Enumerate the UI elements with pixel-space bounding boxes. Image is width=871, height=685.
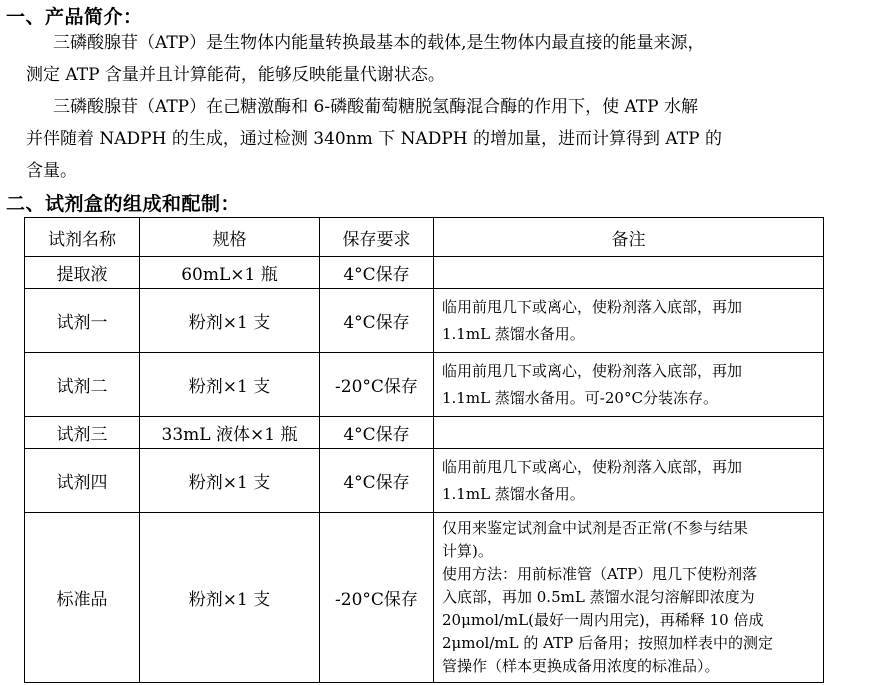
- table-row: [25, 353, 824, 417]
- text-line: 三磷酸腺苷（ATP）在己糖激酶和 6-磷酸葡萄糖脱氢酶混合酶的作用下，使 ATP 水解: [53, 97, 699, 117]
- cell-storage: 4°C保存: [320, 289, 434, 353]
- cell-name: 标准品: [25, 513, 140, 683]
- text-line: 测定 ATP 含量并且计算能荷，能够反映能量代谢状态。: [26, 65, 445, 85]
- note-line: 2μmol/mL 的 ATP 后备用；按照加样表中的测定: [442, 634, 773, 652]
- intro-paragraph-1: [26, 27, 856, 91]
- table-row: [25, 417, 824, 449]
- section1-heading: 一、产品简介：: [6, 6, 143, 28]
- text-line: 含量。: [26, 161, 77, 181]
- cell-name: 试剂四: [25, 449, 140, 513]
- cell-note: [434, 513, 824, 683]
- cell-note: [434, 257, 824, 289]
- cell-name: 试剂二: [25, 353, 140, 417]
- reagent-table: [24, 217, 824, 683]
- note-line: 1.1mL 蒸馏水备用。可-20°C分装冻存。: [442, 388, 718, 407]
- cell-storage: 4°C保存: [320, 417, 434, 449]
- column-header-spec: 规格: [140, 218, 320, 257]
- cell-spec: 33mL 液体×1 瓶: [140, 417, 320, 449]
- section2-heading: 二、试剂盒的组成和配制：: [6, 193, 241, 215]
- cell-note: [434, 417, 824, 449]
- cell-note: [434, 289, 824, 353]
- note-line: 20μmol/mL(最好一周内用完)，再稀释 10 倍成: [442, 611, 764, 629]
- note-line: 计算)。: [442, 542, 493, 560]
- note-line: 仅用来鉴定试剂盒中试剂是否正常(不参与结果: [442, 519, 748, 537]
- note-line: 1.1mL 蒸馏水备用。: [442, 324, 585, 343]
- note-line: 入底部，再加 0.5mL 蒸馏水混匀溶解即浓度为: [442, 588, 755, 606]
- text-line: 三磷酸腺苷（ATP）是生物体内能量转换最基本的载体,是生物体内最直接的能量来源，: [53, 33, 705, 53]
- cell-spec: 粉剂×1 支: [140, 449, 320, 513]
- table-row: [25, 257, 824, 289]
- note-line: 管操作（样本更换成备用浓度的标准品）。: [442, 657, 720, 675]
- cell-storage: 4°C保存: [320, 449, 434, 513]
- note-line: 临用前甩几下或离心，使粉剂落入底部，再加: [442, 297, 743, 316]
- column-header-storage: 保存要求: [320, 218, 434, 257]
- note-line: 临用前甩几下或离心，使粉剂落入底部，再加: [442, 457, 743, 476]
- table-header-row: [25, 218, 824, 257]
- intro-paragraph-2: [26, 91, 856, 187]
- column-header-note: 备注: [434, 218, 824, 257]
- cell-storage: -20°C保存: [320, 353, 434, 417]
- cell-note: [434, 449, 824, 513]
- cell-name: 试剂三: [25, 417, 140, 449]
- cell-storage: -20°C保存: [320, 513, 434, 683]
- cell-spec: 60mL×1 瓶: [140, 257, 320, 289]
- cell-spec: 粉剂×1 支: [140, 353, 320, 417]
- table-row: [25, 289, 824, 353]
- cell-note: [434, 353, 824, 417]
- note-line: 使用方法：用前标准管（ATP）甩几下使粉剂落: [442, 565, 758, 583]
- cell-name: 提取液: [25, 257, 140, 289]
- cell-spec: 粉剂×1 支: [140, 289, 320, 353]
- table-row: [25, 513, 824, 683]
- text-line: 并伴随着 NADPH 的生成，通过检测 340nm 下 NADPH 的增加量，进而计算得到 ATP 的: [26, 129, 722, 149]
- column-header-name: 试剂名称: [25, 218, 140, 257]
- cell-spec: 粉剂×1 支: [140, 513, 320, 683]
- note-line: 临用前甩几下或离心，使粉剂落入底部，再加: [442, 361, 743, 380]
- cell-storage: 4°C保存: [320, 257, 434, 289]
- cell-name: 试剂一: [25, 289, 140, 353]
- note-line: 1.1mL 蒸馏水备用。: [442, 484, 585, 503]
- table-row: [25, 449, 824, 513]
